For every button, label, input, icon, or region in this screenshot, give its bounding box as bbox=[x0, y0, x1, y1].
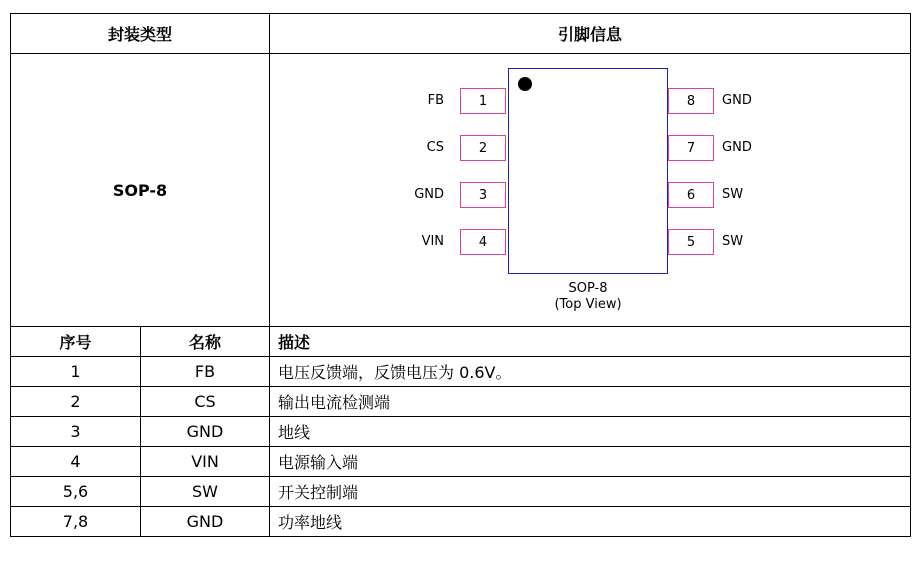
pin-description-cell: 输出电流检测端 bbox=[270, 387, 911, 417]
pin-label-left-2: CS bbox=[426, 140, 445, 155]
pin-number-cell: 2 bbox=[11, 387, 141, 417]
table-row bbox=[11, 477, 911, 507]
pin-label-left-3: GND bbox=[414, 187, 445, 202]
pin-description-cell: 开关控制端 bbox=[270, 477, 911, 507]
pin-name-cell: FB bbox=[141, 357, 270, 387]
pin-box-4: 4 bbox=[460, 229, 506, 255]
pin-label-left-4: VIN bbox=[421, 234, 445, 249]
package-type-header: 封装类型 bbox=[11, 14, 270, 54]
pin-description-cell: 电压反馈端，反馈电压为 0.6V。 bbox=[270, 357, 911, 387]
pin-number-cell: 1 bbox=[11, 357, 141, 387]
pin-box-5: 5 bbox=[668, 229, 714, 255]
pin-description-cell: 电源输入端 bbox=[270, 447, 911, 477]
pin-label-left-1: FB bbox=[427, 93, 445, 108]
pin-label-right-7: GND bbox=[722, 140, 752, 155]
pin-label-right-6: SW bbox=[722, 187, 744, 202]
pin-name-cell: VIN bbox=[141, 447, 270, 477]
pin-spec-table bbox=[10, 13, 911, 537]
pin-box-2: 2 bbox=[460, 135, 506, 161]
pin-description-cell: 地线 bbox=[270, 417, 911, 447]
pin-label-right-5: SW bbox=[722, 234, 744, 249]
pin-name-cell: CS bbox=[141, 387, 270, 417]
pin-description-cell: 功率地线 bbox=[270, 507, 911, 537]
chip-body bbox=[508, 68, 668, 274]
diagram-caption-view: (Top View) bbox=[554, 297, 622, 312]
pin-box-8: 8 bbox=[668, 88, 714, 114]
pin-name-cell: GND bbox=[141, 507, 270, 537]
pin-name-cell: GND bbox=[141, 417, 270, 447]
pin-info-header: 引脚信息 bbox=[270, 14, 911, 54]
pin-number-cell: 5,6 bbox=[11, 477, 141, 507]
package-name: SOP-8 bbox=[11, 54, 270, 327]
column-header-description: 描述 bbox=[270, 327, 911, 357]
column-header-name: 名称 bbox=[141, 327, 270, 357]
pin-box-3: 3 bbox=[460, 182, 506, 208]
pinout-diagram-cell bbox=[270, 54, 911, 327]
table-row bbox=[11, 507, 911, 537]
diagram-caption-package: SOP-8 bbox=[568, 281, 608, 296]
table-row bbox=[11, 387, 911, 417]
pin-box-6: 6 bbox=[668, 182, 714, 208]
pin-box-1: 1 bbox=[460, 88, 506, 114]
column-header-number: 序号 bbox=[11, 327, 141, 357]
pin-number-cell: 7,8 bbox=[11, 507, 141, 537]
pin-number-cell: 4 bbox=[11, 447, 141, 477]
table-row bbox=[11, 357, 911, 387]
pin-label-right-8: GND bbox=[722, 93, 752, 108]
pin-box-7: 7 bbox=[668, 135, 714, 161]
pin1-marker-dot bbox=[518, 77, 532, 91]
pinout-diagram bbox=[270, 54, 911, 326]
pin-name-cell: SW bbox=[141, 477, 270, 507]
table-row bbox=[11, 447, 911, 477]
pin-number-cell: 3 bbox=[11, 417, 141, 447]
table-row bbox=[11, 417, 911, 447]
